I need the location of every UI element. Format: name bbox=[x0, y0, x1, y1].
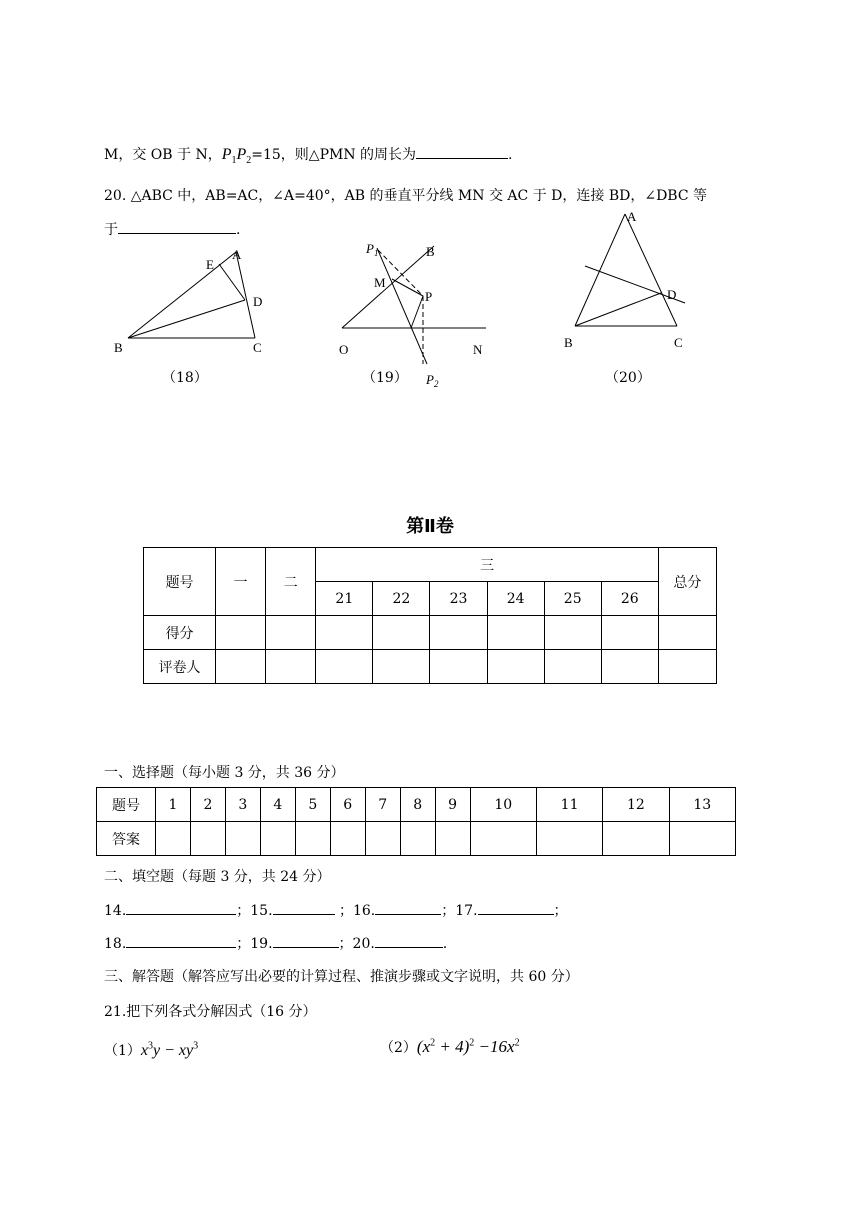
score-cell[interactable] bbox=[658, 616, 716, 650]
answer-cell[interactable] bbox=[603, 822, 669, 856]
answer-blank-20b[interactable] bbox=[375, 933, 443, 948]
score-table-header-label: 题号 bbox=[144, 548, 216, 616]
answer-cell[interactable] bbox=[536, 822, 602, 856]
q21-item-2: $(2)(x^2 + 4)^2 -16x^2$ bbox=[380, 1037, 520, 1056]
expression-2: $(x^2 + 4)^2 -16x^2$ bbox=[416, 1037, 520, 1056]
answer-blank-17[interactable] bbox=[478, 900, 554, 915]
figure-18 bbox=[100, 240, 280, 358]
answer-table-number: 6 bbox=[330, 788, 365, 822]
answer-row-label: 答案 bbox=[97, 822, 156, 856]
score-cell[interactable] bbox=[216, 616, 266, 650]
answer-blank-15[interactable] bbox=[273, 900, 335, 915]
fill-line-2: 18. ；19. ；20. . bbox=[104, 933, 447, 953]
answer-table-number: 2 bbox=[190, 788, 225, 822]
fig18-label-b: B bbox=[114, 340, 123, 355]
q21-title: 21.把下列各式分解因式（16 分） bbox=[104, 1004, 317, 1020]
score-cell[interactable] bbox=[430, 616, 487, 650]
answer-cell[interactable] bbox=[330, 822, 365, 856]
score-table-col-three: 三 bbox=[316, 548, 659, 582]
grader-cell[interactable] bbox=[216, 650, 266, 684]
score-table-subcol: 23 bbox=[430, 582, 487, 616]
answer-cell[interactable] bbox=[295, 822, 330, 856]
score-table-total: 总分 bbox=[658, 548, 716, 616]
part2-title: 第Ⅱ卷 bbox=[406, 516, 454, 537]
score-table-subcol: 24 bbox=[487, 582, 544, 616]
score-cell[interactable] bbox=[316, 616, 373, 650]
fig18-label-c: C bbox=[253, 340, 262, 355]
section3-heading: 三、解答题（解答应写出必要的计算过程、推演步骤或文字说明，共 60 分） bbox=[104, 969, 579, 985]
answer-cell[interactable] bbox=[225, 822, 260, 856]
answer-blank-18[interactable] bbox=[126, 933, 236, 948]
q20-line1: 20. △ABC 中，AB=AC，∠A=40°，AB 的垂直平分线 MN 交 AC 于 D，连接 BD，∠DBC 等 bbox=[104, 188, 707, 204]
figure-19 bbox=[330, 234, 500, 394]
fig19-label-o: O bbox=[339, 342, 349, 357]
q20-line2: 于 . bbox=[104, 219, 240, 239]
grader-cell[interactable] bbox=[430, 650, 487, 684]
q19-continuation: M，交 OB 于 N，$P_1P_2=15$，则△PMN 的周长为 . bbox=[104, 146, 513, 167]
answer-table-number: 7 bbox=[365, 788, 400, 822]
answer-cell[interactable] bbox=[435, 822, 470, 856]
fig20-label-a: A bbox=[627, 209, 637, 224]
answer-table-number: 12 bbox=[603, 788, 669, 822]
answer-table-number: 9 bbox=[435, 788, 470, 822]
score-cell[interactable] bbox=[601, 616, 658, 650]
score-table-subcol: 26 bbox=[601, 582, 658, 616]
grader-cell[interactable] bbox=[487, 650, 544, 684]
score-table-subcol: 25 bbox=[544, 582, 601, 616]
p1-symbol: $P_1P_2$ bbox=[221, 146, 252, 167]
score-table-subcol: 21 bbox=[316, 582, 373, 616]
score-cell[interactable] bbox=[544, 616, 601, 650]
fig19-label-p: P bbox=[425, 289, 433, 304]
answer-blank-14[interactable] bbox=[126, 900, 236, 915]
answer-cell[interactable] bbox=[365, 822, 400, 856]
fig20-label-d: D bbox=[667, 287, 677, 302]
answer-table-number: 4 bbox=[260, 788, 295, 822]
fig20-caption: （20） bbox=[605, 370, 651, 386]
figure-20 bbox=[555, 204, 695, 354]
grader-cell[interactable] bbox=[316, 650, 373, 684]
answer-cell[interactable] bbox=[190, 822, 225, 856]
score-cell[interactable] bbox=[266, 616, 316, 650]
answer-cell[interactable] bbox=[400, 822, 435, 856]
q21-item-1: $(1)x^3y - xy^3$ bbox=[104, 1040, 199, 1059]
answer-table-number: 11 bbox=[536, 788, 602, 822]
score-cell[interactable] bbox=[487, 616, 544, 650]
answer-cell[interactable] bbox=[470, 822, 536, 856]
grader-cell[interactable] bbox=[266, 650, 316, 684]
score-table-col-two: 二 bbox=[266, 548, 316, 616]
answer-table-number: 8 bbox=[400, 788, 435, 822]
fig19-label-p1: $P_1$ bbox=[366, 241, 379, 258]
fig18-label-e: E bbox=[206, 257, 214, 272]
expression-1: $x^3y - xy^3$ bbox=[140, 1040, 199, 1059]
score-table-subcol: 22 bbox=[373, 582, 430, 616]
answer-cell[interactable] bbox=[260, 822, 295, 856]
answer-cell[interactable] bbox=[669, 822, 735, 856]
fig19-label-m: M bbox=[374, 275, 386, 290]
fig18-label-a: A bbox=[232, 247, 242, 262]
answer-table-number: 5 bbox=[295, 788, 330, 822]
answer-blank-19[interactable] bbox=[416, 144, 508, 159]
answer-table-number: 3 bbox=[225, 788, 260, 822]
fig18-caption: （18） bbox=[162, 370, 208, 386]
fig18-label-d: D bbox=[253, 294, 263, 309]
answer-table-number: 1 bbox=[156, 788, 191, 822]
answer-table-number: 13 bbox=[669, 788, 735, 822]
fig20-label-c: C bbox=[674, 335, 683, 350]
score-table bbox=[143, 547, 717, 684]
answer-cell[interactable] bbox=[156, 822, 191, 856]
fill-line-1: 14. ；15. ；16. ；17. ； bbox=[104, 900, 568, 920]
answer-table-number: 10 bbox=[470, 788, 536, 822]
answer-blank-19b[interactable] bbox=[273, 933, 339, 948]
grader-row-label: 评卷人 bbox=[144, 650, 216, 684]
score-cell[interactable] bbox=[373, 616, 430, 650]
answer-blank-16[interactable] bbox=[375, 900, 441, 915]
score-table-col-one: 一 bbox=[216, 548, 266, 616]
fig19-caption: （19） bbox=[362, 370, 408, 386]
grader-cell[interactable] bbox=[373, 650, 430, 684]
score-row-label: 得分 bbox=[144, 616, 216, 650]
fig19-label-p2: $P_2$ bbox=[426, 372, 439, 389]
section2-heading: 二、填空题（每题 3 分，共 24 分） bbox=[104, 869, 331, 885]
grader-cell[interactable] bbox=[658, 650, 716, 684]
fig19-label-n: N bbox=[473, 342, 483, 357]
fig19-label-b: B bbox=[426, 244, 435, 259]
answer-blank-20[interactable] bbox=[118, 219, 236, 234]
section1-heading: 一、选择题（每小题 3 分，共 36 分） bbox=[104, 765, 345, 781]
answer-table-header-label: 题号 bbox=[97, 788, 156, 822]
grader-cell[interactable] bbox=[601, 650, 658, 684]
grader-cell[interactable] bbox=[544, 650, 601, 684]
fig20-label-b: B bbox=[564, 335, 573, 350]
answer-table bbox=[96, 787, 736, 856]
